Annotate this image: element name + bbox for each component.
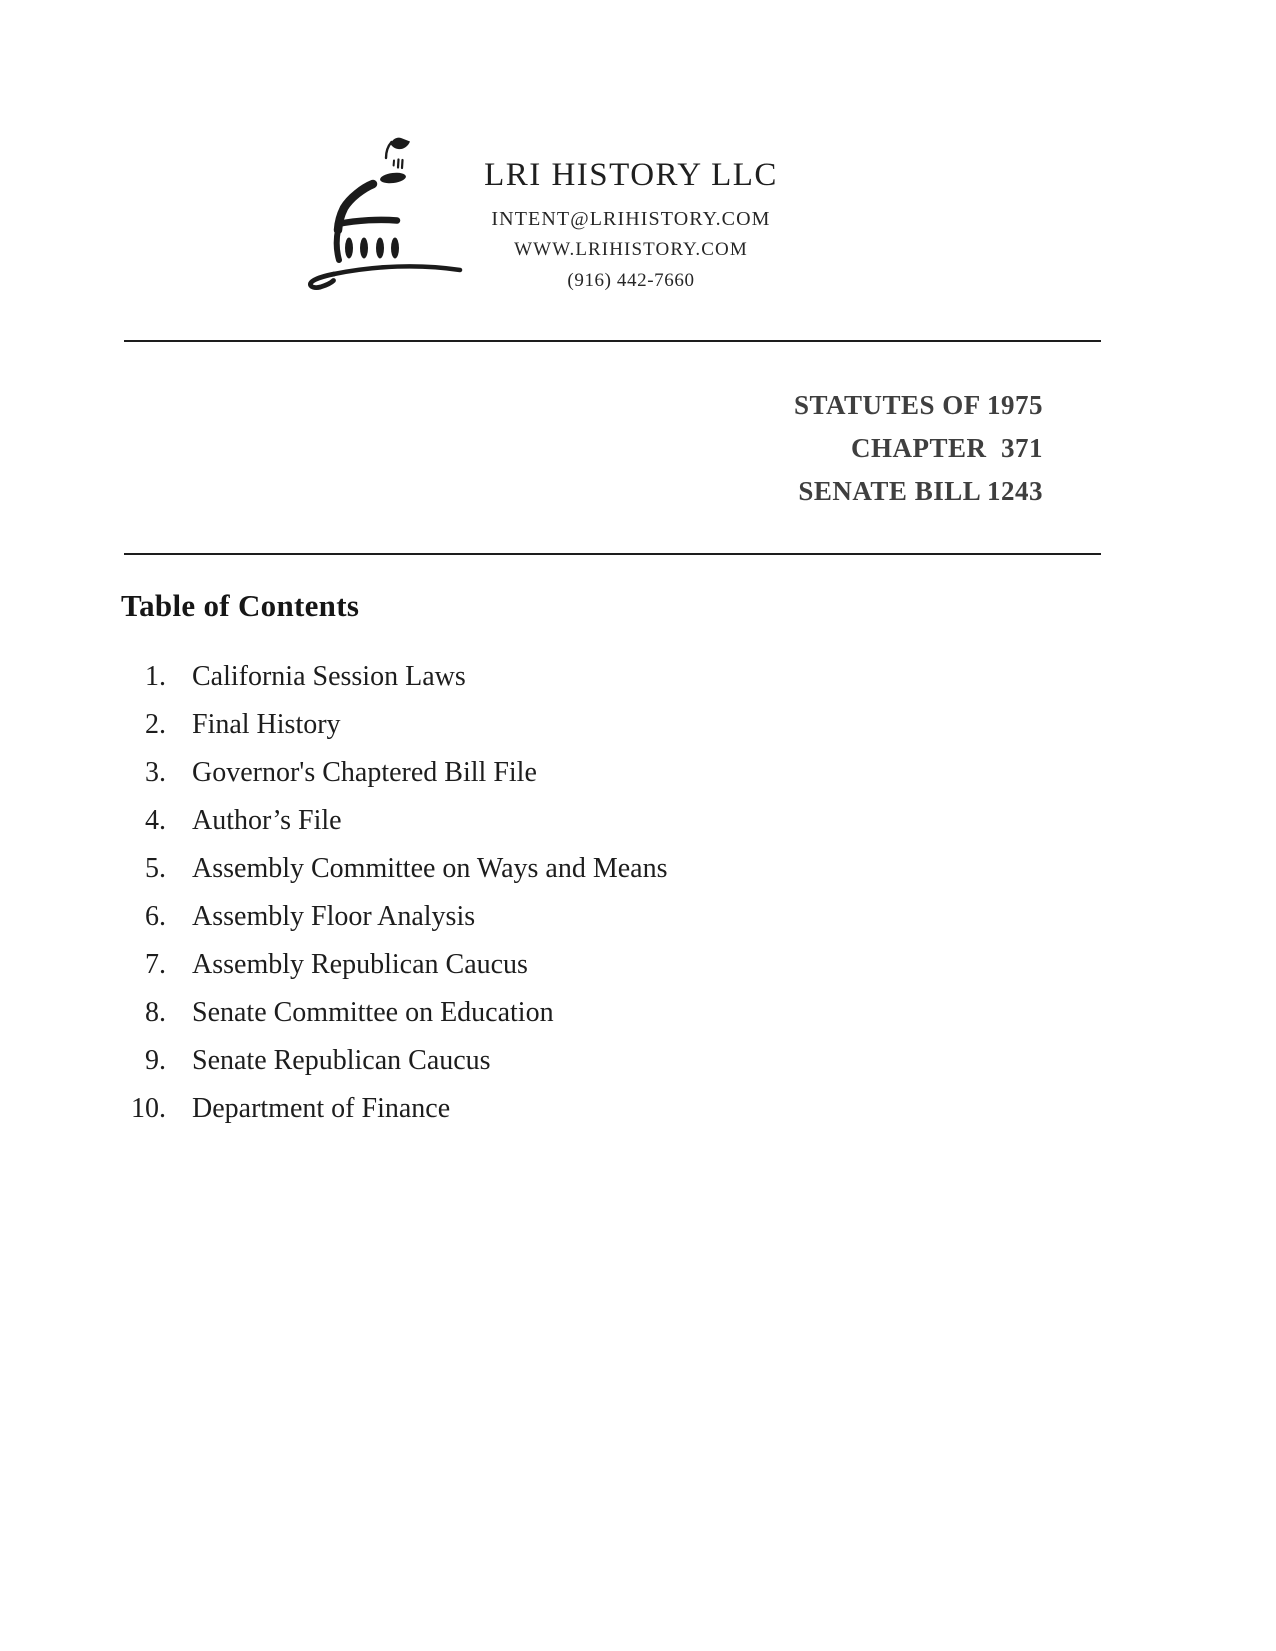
toc-item-label: Final History bbox=[192, 709, 341, 740]
toc-item-number: 3. bbox=[145, 757, 166, 788]
toc-list bbox=[121, 660, 1101, 1126]
toc-item-number: 10. bbox=[131, 1093, 166, 1124]
toc-item-label: Assembly Floor Analysis bbox=[192, 901, 476, 932]
toc-item-number: 2. bbox=[145, 709, 166, 740]
statutes-line: STATUTES OF 1975 bbox=[793, 390, 1043, 420]
table-of-contents bbox=[121, 588, 1101, 1140]
toc-item bbox=[121, 708, 1101, 742]
toc-item-number: 9. bbox=[145, 1045, 166, 1076]
chapter-line: CHAPTER 371 bbox=[850, 433, 1043, 463]
email-address: INTENT@LRIHISTORY.COM bbox=[491, 208, 771, 230]
toc-item bbox=[121, 756, 1101, 790]
toc-item-label: Assembly Committee on Ways and Means bbox=[192, 853, 668, 884]
senate-bill-line: SENATE BILL 1243 bbox=[798, 476, 1043, 506]
toc-item-number: 4. bbox=[145, 805, 166, 836]
toc-item bbox=[121, 900, 1101, 934]
toc-item-number: 8. bbox=[145, 997, 166, 1028]
horizontal-rule-top bbox=[124, 340, 1101, 342]
toc-item bbox=[121, 852, 1101, 886]
toc-item-label: Senate Committee on Education bbox=[192, 997, 554, 1028]
toc-item-label: California Session Laws bbox=[192, 661, 466, 692]
website-url: WWW.LRIHISTORY.COM bbox=[514, 239, 748, 260]
toc-title: Table of Contents bbox=[121, 588, 360, 623]
company-name: LRI HISTORY LLC bbox=[484, 157, 778, 193]
toc-item-label: Department of Finance bbox=[192, 1093, 451, 1124]
toc-item-label: Senate Republican Caucus bbox=[192, 1045, 491, 1076]
toc-item bbox=[121, 660, 1101, 694]
letterhead-text bbox=[406, 158, 856, 292]
toc-item-label: Governor's Chaptered Bill File bbox=[192, 757, 537, 788]
toc-item-label: Author’s File bbox=[192, 805, 342, 836]
toc-item bbox=[121, 948, 1101, 982]
toc-item-number: 6. bbox=[145, 901, 166, 932]
toc-item-number: 1. bbox=[145, 661, 166, 692]
toc-item-number: 5. bbox=[145, 853, 166, 884]
toc-item bbox=[121, 804, 1101, 838]
horizontal-rule-bottom bbox=[124, 553, 1101, 555]
bill-reference-block bbox=[794, 384, 1043, 513]
toc-item-number: 7. bbox=[145, 949, 166, 980]
toc-item bbox=[121, 1044, 1101, 1078]
toc-item bbox=[121, 996, 1101, 1030]
toc-item-label: Assembly Republican Caucus bbox=[192, 949, 528, 980]
toc-item bbox=[121, 1092, 1101, 1126]
phone-number: (916) 442-7660 bbox=[567, 270, 695, 291]
